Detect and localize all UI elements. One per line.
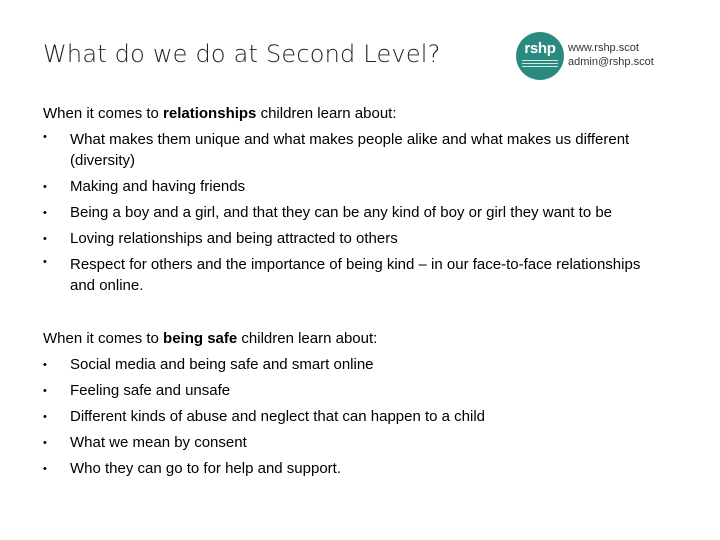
page-title: What do we do at Second Level? <box>43 40 441 68</box>
relationships-section <box>43 101 650 299</box>
logo-wordmark: rshp <box>524 40 556 57</box>
logo-badge-icon <box>516 32 564 80</box>
list-item: • What makes them unique and what makes people alike and what makes us different (diversity) <box>43 127 630 174</box>
list-item: • Feeling safe and unsafe <box>43 378 485 404</box>
list-item: • What we mean by consent <box>43 430 485 456</box>
safety-intro: When it comes to being safe children learn about: <box>43 330 378 347</box>
list-item: • Being a boy and a girl, and that they can be any kind of boy or girl they want to be <box>43 200 650 226</box>
bullet-icon: • <box>43 437 47 449</box>
relationships-emphasis: relationships <box>163 105 257 122</box>
bullet-icon: • <box>43 233 47 245</box>
safety-emphasis: being safe <box>163 330 238 347</box>
relationships-list <box>43 127 650 299</box>
bullet-icon: • <box>43 181 47 193</box>
list-item: • Social media and being safe and smart online <box>43 352 485 378</box>
list-item: • Loving relationships and being attracted to others <box>43 226 650 252</box>
bullet-icon: • <box>43 463 47 475</box>
bullet-icon: • <box>43 411 47 423</box>
bullet-icon: • <box>43 385 47 397</box>
logo-tagline-lines <box>522 60 558 69</box>
list-item: • Making and having friends <box>43 174 650 200</box>
safety-section <box>43 326 485 482</box>
list-item: • Respect for others and the importance of being kind – in our face-to-face relationships and online. <box>43 252 650 299</box>
relationships-intro: When it comes to relationships children learn about: <box>43 105 397 122</box>
bullet-icon: • <box>43 256 47 268</box>
logo-email[interactable]: admin@rshp.scot <box>568 56 654 68</box>
safety-list <box>43 352 485 482</box>
logo-website[interactable]: www.rshp.scot <box>568 42 639 54</box>
bullet-icon: • <box>43 207 47 219</box>
list-item: • Who they can go to for help and support. <box>43 456 485 482</box>
rshp-logo <box>516 32 656 80</box>
bullet-icon: • <box>43 359 47 371</box>
bullet-icon: • <box>43 131 47 143</box>
list-item: • Different kinds of abuse and neglect that can happen to a child <box>43 404 485 430</box>
